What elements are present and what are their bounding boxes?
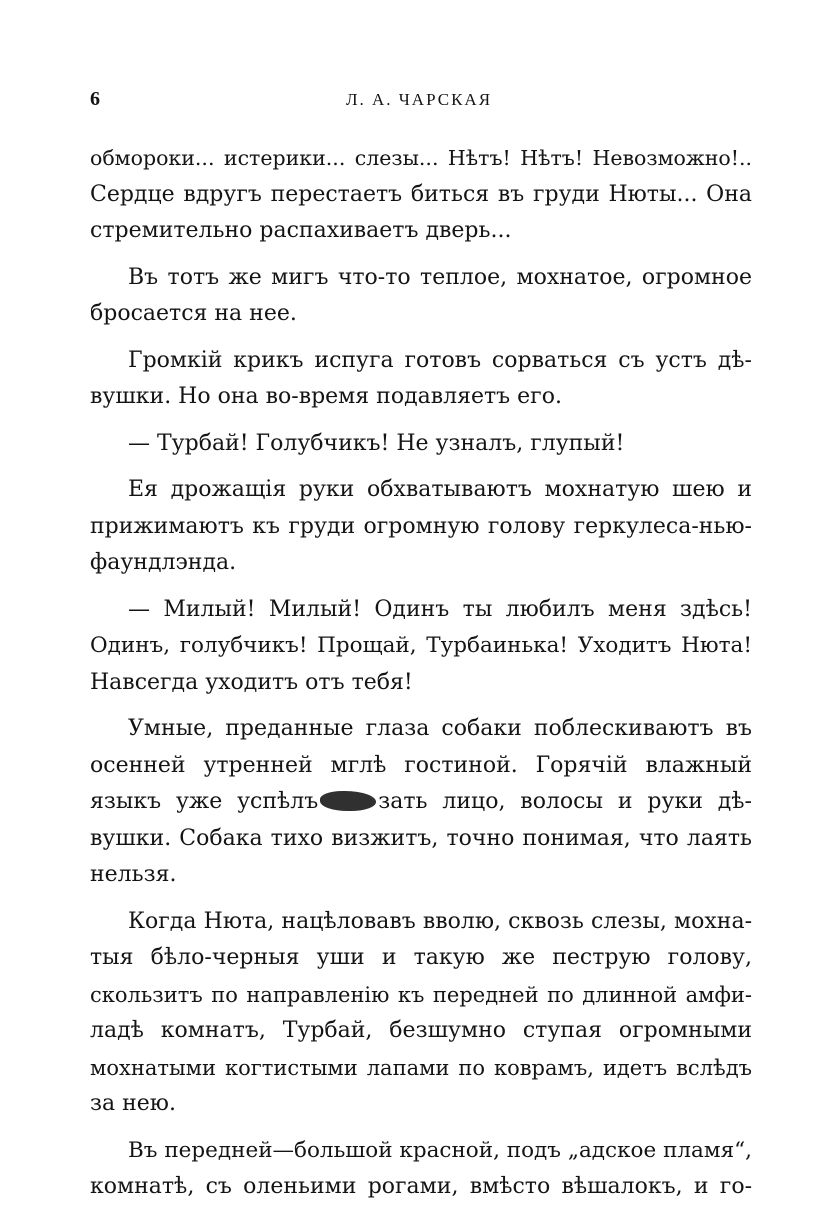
text-line: прижимаютъ къ груди огромную голову геркулеса-нью- (90, 513, 752, 539)
paragraph (90, 260, 752, 333)
paragraph (90, 343, 752, 416)
text-line: Одинъ, голубчикъ! Прощай, Турбаинька! Уходитъ Нюта! (90, 633, 752, 658)
text-line: — Турбай! Голубчикъ! Не узналъ, глупый! (128, 430, 625, 456)
page-header (90, 88, 748, 118)
text-line: Въ тотъ же мигъ что-то теплое, мохнатое, огромное (128, 264, 752, 290)
text-line: Ея дрожащія руки обхватываютъ мохнатую шею и (128, 477, 752, 502)
text-line: бросается на нее. (90, 301, 297, 326)
paragraph (90, 140, 752, 250)
text-line: Когда Нюта, нацѣловавъ вволю, сквозь слезы, мохна- (128, 908, 752, 934)
text-line: вушки. Собака тихо визжитъ, точно понимая, что лаять (90, 825, 752, 851)
text-line: ладѣ комнатъ, Турбай, безшумно ступая огромными (90, 1018, 752, 1043)
text-line: за нею. (90, 1091, 176, 1116)
text-line-with-ink-blot (90, 784, 752, 821)
paragraph (90, 592, 752, 702)
text-line: Умные, преданные глаза собаки поблескиваютъ въ (128, 716, 752, 741)
text-line: Сердце вдругъ перестаетъ биться въ груди Нюты... Она (90, 181, 752, 207)
ink-blot (320, 791, 376, 811)
paragraph (90, 426, 752, 463)
text-fragment: зать лицо, волосы и руки дѣ- (378, 789, 752, 814)
text-line: Въ передней—большой красной, подъ „адское пламя“, (128, 1137, 752, 1163)
text-line: — Милый! Милый! Одинъ ты любилъ меня здѣсь! (128, 596, 752, 622)
paragraph (90, 904, 752, 1123)
text-line: стремительно распахиваетъ дверь... (90, 218, 512, 243)
running-title: Л. А. ЧАРСКАЯ (345, 90, 493, 109)
text-line: скользитъ по направленію къ передней по длинной амфи- (90, 982, 752, 1007)
paragraph (90, 1133, 752, 1206)
paragraph (90, 711, 752, 894)
text-line: вушки. Но она во-время подавляетъ его. (90, 384, 562, 409)
body-text (90, 140, 752, 1216)
text-line: тыя бѣло-черныя уши и такую же пеструю голову, (90, 945, 752, 970)
text-line: Громкій крикъ испуга готовъ сорваться съ устъ дѣ- (128, 347, 752, 373)
page-number: 6 (90, 88, 100, 110)
text-line: обмороки... истерики... слезы... Нѣтъ! Нѣтъ! Невозможно!.. (90, 146, 752, 170)
text-fragment: языкъ уже успѣлъ (90, 789, 319, 814)
text-line: осенней утренней мглѣ гостиной. Горячій влажный (90, 752, 752, 778)
text-line: мохнатыми когтистыми лапами по коврамъ, идетъ вслѣдъ (90, 1055, 752, 1080)
text-line: комнатѣ, съ оленьими рогами, вмѣсто вѣшалокъ, и го- (90, 1174, 752, 1199)
text-line: нельзя. (90, 862, 177, 887)
text-line: фаундлэнда. (90, 550, 237, 575)
text-line: Навсегда уходитъ отъ тебя! (90, 669, 413, 695)
paragraph (90, 472, 752, 582)
